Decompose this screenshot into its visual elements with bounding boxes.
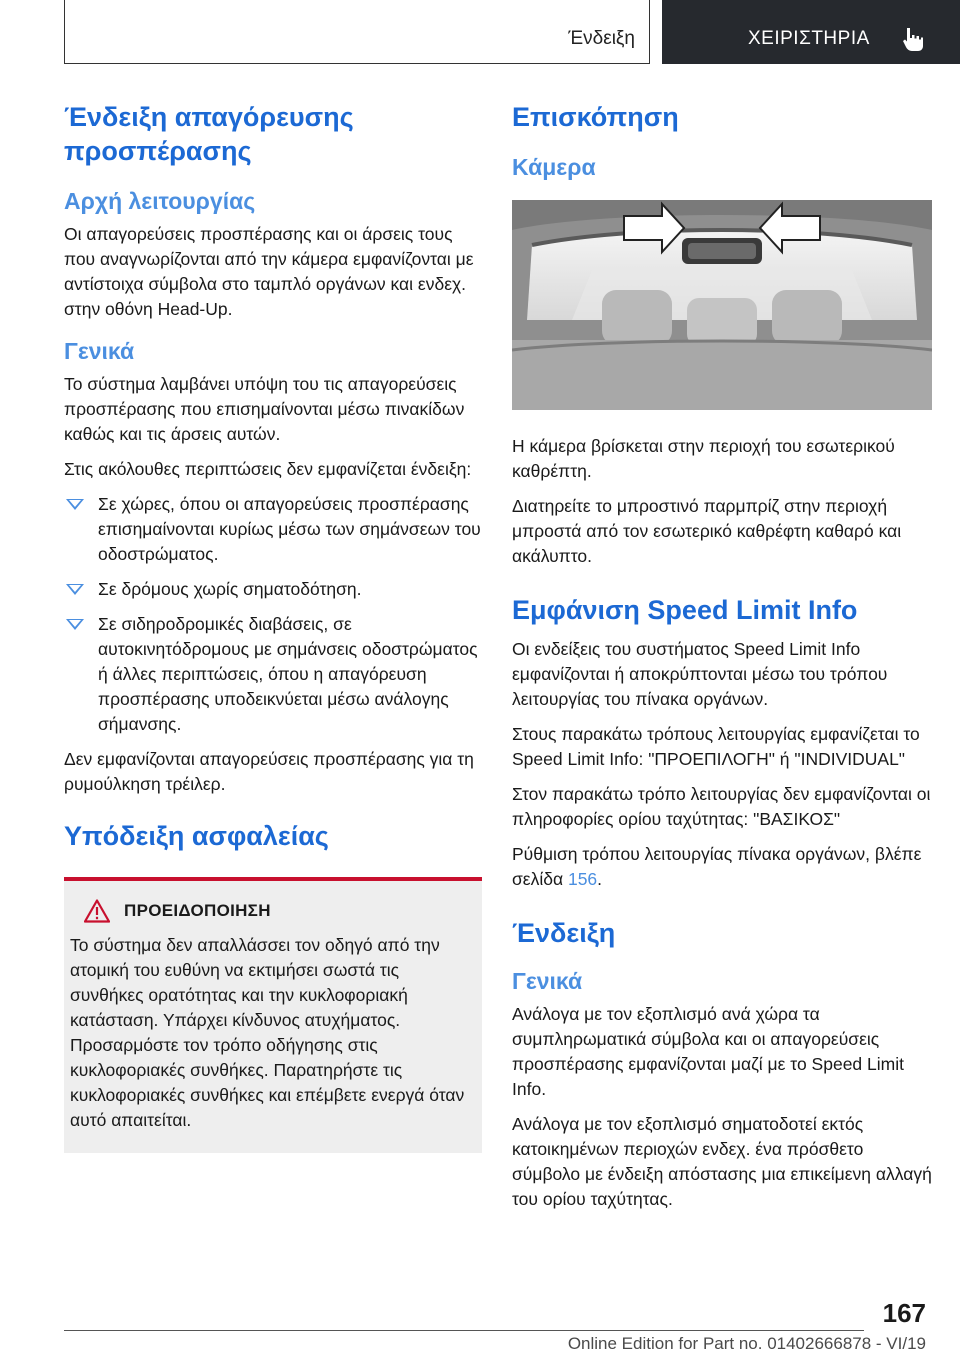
heading-indication: Ένδειξη	[512, 918, 616, 948]
heading-general-right: Γενικά	[512, 968, 583, 994]
warning-triangle-icon	[84, 899, 110, 923]
heading-overtaking-ban: Ένδειξη απαγόρευσης προσπέρασης	[64, 102, 354, 166]
camera-location-illustration	[512, 200, 932, 410]
pointing-hand-icon	[900, 26, 926, 52]
paragraph: Η κάμερα βρίσκεται στην περιοχή του εσωτερικού καθρέπτη.	[512, 436, 895, 481]
paragraph: Ανάλογα με τον εξοπλισμό ανά χώρα τα συμπληρωματικά σύμβολα και οι απαγορεύσεις προσπέρασης εμφανίζονται μαζί με το Speed Limit Info.	[512, 1004, 904, 1099]
page-reference-link[interactable]: 156	[567, 869, 598, 889]
footer-divider	[64, 1330, 864, 1331]
page-number: 167	[882, 1298, 926, 1328]
paragraph: Στις ακόλουθες περιπτώσεις δεν εμφανίζεται ένδειξη:	[64, 459, 472, 479]
right-column	[512, 100, 932, 1222]
list-item: Σε σιδηροδρομικές διαβάσεις, σε αυτοκινητόδρομους με σημάνσεις οδοστρώματος ή άλλες περιπτώσεις, όπου η απαγόρευση προσπέρασης υποδεικνύεται μέσω ανάλογης σήμανσης.	[64, 612, 482, 737]
header-section-box	[64, 0, 650, 64]
list-item: Σε δρόμους χωρίς σηματοδότηση.	[64, 577, 482, 602]
left-column	[64, 100, 482, 1153]
warning-box	[64, 877, 482, 1153]
paragraph: Ανάλογα με τον εξοπλισμό σηματοδοτεί εκτός κατοικημένων περιοχών ενδεχ. ένα πρόσθετο σύμβολο με ένδειξη απόστασης μια επικείμενη αλλαγή του ορίου ταχύτητας.	[512, 1114, 932, 1209]
heading-camera: Κάμερα	[512, 154, 596, 180]
warning-text: Το σύστημα δεν απαλλάσσει τον οδηγό από την ατομική του ευθύνη να εκτιμήσει σωστά τις συνθήκες ορατότητας και την κυκλοφοριακή κατάσταση. Υπάρχει κίνδυνος ατυχήματος. Προσαρμόστε τον τρόπο οδήγησης στις κυκλοφοριακές συνθήκες. Παρατηρήστε τις κυκλοφοριακές συνθήκες και επέμβετε ενεργά όταν αυτό απαιτείται.	[70, 935, 465, 1130]
paragraph: Ρύθμιση τρόπου λειτουργίας πίνακα οργάνων, βλέπε σελίδα 156.	[512, 844, 922, 889]
warning-title: ΠΡΟΕΙΔΟΠΟΙΗΣΗ	[124, 901, 271, 920]
heading-display-speed-limit-info: Εμφάνιση Speed Limit Info	[512, 595, 858, 625]
triangle-bullet-icon	[66, 619, 84, 630]
footer-edition-text: Online Edition for Part no. 01402666878 - VI/19	[567, 1334, 926, 1353]
list-item: Σε χώρες, όπου οι απαγορεύσεις προσπέρασης επισημαίνονται κυρίως μέσω των σημάνσεων του οδοστρώματος.	[64, 492, 482, 567]
car-interior-image	[512, 200, 932, 410]
header-chapter-tab[interactable]	[662, 0, 960, 64]
heading-safety-note: Υπόδειξη ασφαλείας	[64, 821, 329, 851]
warning-header	[70, 899, 468, 923]
heading-general: Γενικά	[64, 338, 135, 364]
paragraph: Το σύστημα λαμβάνει υπόψη του τις απαγορεύσεις προσπέρασης που επισημαίνονται μέσω πινακίδων καθώς και τις άρσεις αυτών.	[64, 374, 465, 444]
header-chapter-title: ΧΕΙΡΙΣΤΗΡΙΑ	[748, 28, 870, 49]
bullet-list	[64, 492, 482, 737]
header-section-title: Ένδειξη	[568, 28, 635, 49]
triangle-bullet-icon	[66, 584, 84, 595]
triangle-bullet-icon	[66, 499, 84, 510]
heading-overview: Επισκόπηση	[512, 102, 679, 132]
paragraph: Διατηρείτε το μπροστινό παρμπρίζ στην περιοχή μπροστά από τον εσωτερικό καθρέφτη καθαρό και ακάλυπτο.	[512, 496, 902, 566]
paragraph: Στους παρακάτω τρόπους λειτουργίας εμφανίζεται το Speed Limit Info: "ΠΡΟΕΠΙΛΟΓΗ" ή "INDIVIDUAL"	[512, 724, 920, 769]
paragraph: Δεν εμφανίζονται απαγορεύσεις προσπέρασης για τη ρυμούλκηση τρέιλερ.	[64, 749, 474, 794]
paragraph: Οι απαγορεύσεις προσπέρασης και οι άρσεις τους που αναγνωρίζονται από την κάμερα εμφανίζονται με αντίστοιχα σύμβολα στο ταμπλό οργάνων και ενδεχ. στην οθόνη Head-Up.	[64, 224, 474, 319]
paragraph: Οι ενδείξεις του συστήματος Speed Limit Info εμφανίζονται ή αποκρύπτονται μέσω του τρόπου λειτουργίας του πίνακα οργάνων.	[512, 639, 888, 709]
heading-principle: Αρχή λειτουργίας	[64, 188, 256, 214]
paragraph: Στον παρακάτω τρόπο λειτουργίας δεν εμφανίζονται οι πληροφορίες ορίου ταχύτητας: "ΒΑΣΙΚΟΣ"	[512, 784, 931, 829]
